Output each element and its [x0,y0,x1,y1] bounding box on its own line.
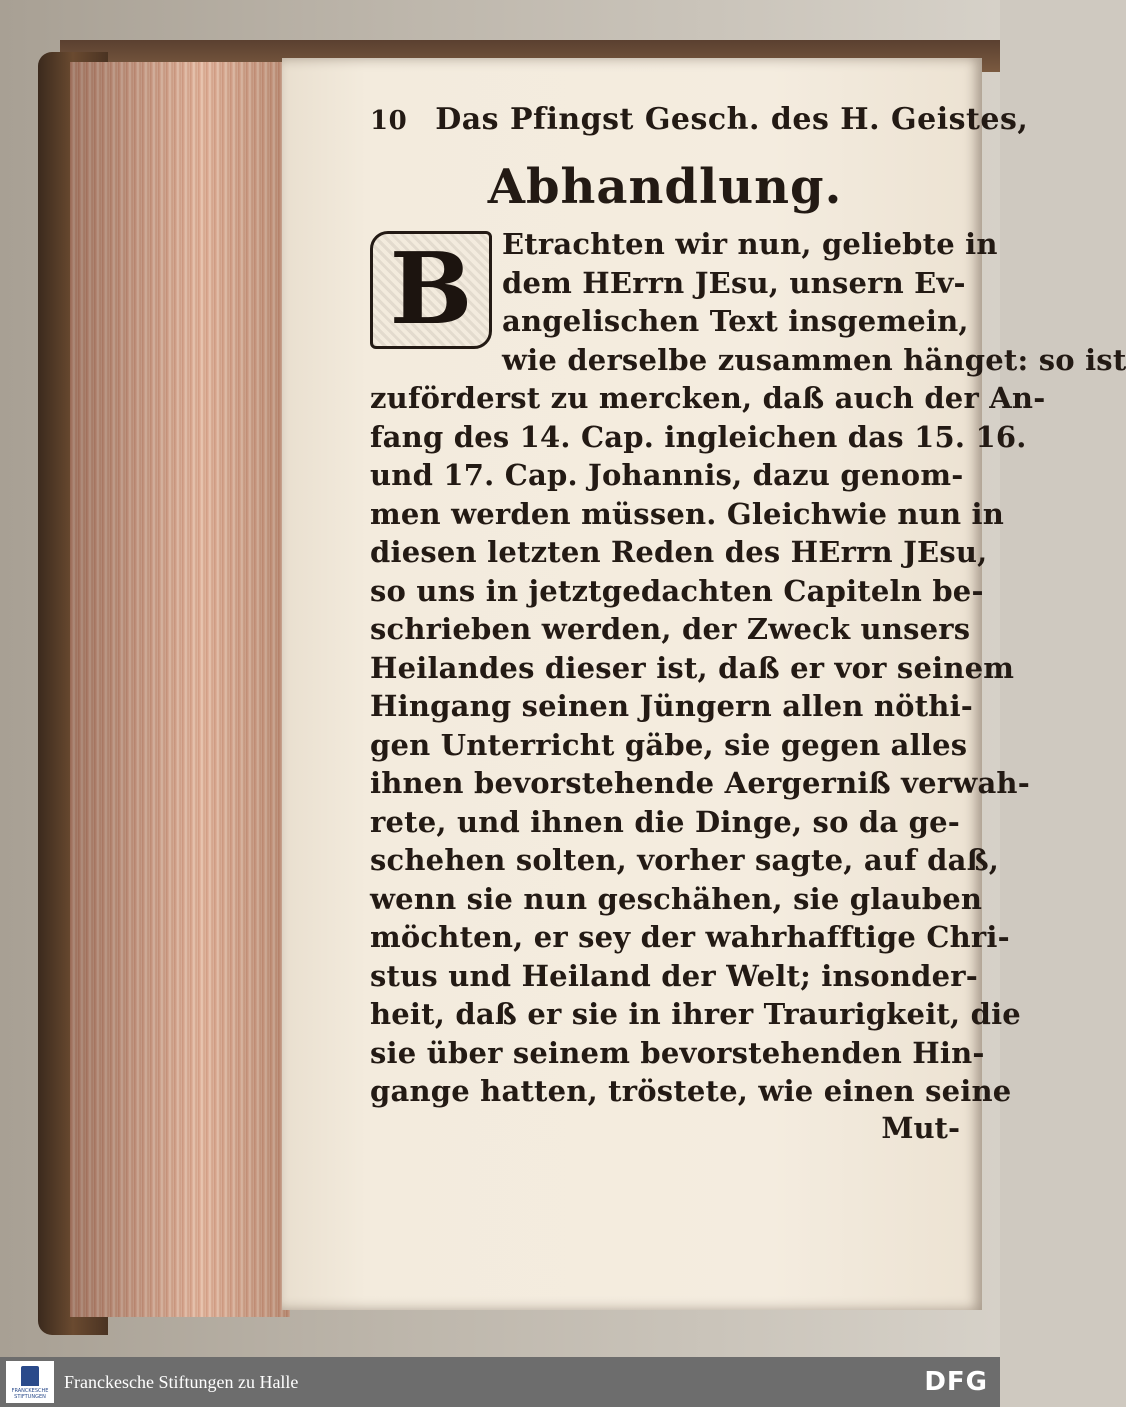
text-line: und 17. Cap. Johannis, dazu genom- [370,458,964,492]
decorated-initial: B [370,231,492,349]
text-line: schrieben werden, der Zweck unsers [370,612,971,646]
viewer-footer [0,1357,1000,1407]
dfg-logo[interactable]: DFG [924,1367,988,1397]
body-text [370,225,1126,1145]
text-line: Etrachten wir nun, geliebte in [502,227,998,261]
text-line: wie derselbe zusammen hänget: so ist [502,342,1126,377]
text-line: so uns in jetztgedachten Capiteln be- [370,573,984,608]
text-line: heit, daß er sie in ihrer Traurigkeit, die [370,997,1021,1031]
text-line: fang des 14. Cap. ingleichen das 15. 16. [370,419,1027,454]
logo-text: FRANCKESCHE STIFTUNGEN [11,1388,49,1400]
book-page [282,58,1126,1310]
text-line: angelischen Text insgemein, [502,304,969,338]
running-head: Das Pfingst Gesch. des H. Geistes, [435,102,1029,137]
page-number: 10 [370,106,408,136]
section-title: Abhandlung. [487,159,843,215]
text-line: sie über seinem bevorstehenden Hin- [370,1035,985,1070]
text-line: zuförderst zu mercken, daß auch der An- [370,381,1046,415]
text-line: gen Unterricht gäbe, sie gegen alles [370,727,968,762]
text-line: wenn sie nun geschähen, sie glauben [370,881,983,916]
page-header [370,102,1029,137]
institution-logo[interactable] [6,1361,54,1403]
text-line: Hingang seinen Jüngern allen nöthi- [370,689,974,723]
text-line: schehen solten, vorher sagte, auf daß, [370,843,1000,877]
text-line: men werden müssen. Gleichwie nun in [370,496,1005,531]
text-line: diesen letzten Reden des HErrn JEsu, [370,535,988,569]
catchword: Mut- [881,1110,960,1145]
page-content [370,102,1126,1145]
text-line: möchten, er sey der wahrhafftige Chri- [370,920,1010,954]
text-line: stus und Heiland der Welt; insonder- [370,958,978,993]
text-line: dem HErrn JEsu, unsern Ev- [502,265,966,300]
institution-link[interactable]: Franckesche Stiftungen zu Halle [64,1371,299,1392]
text-line: rete, und ihnen die Dinge, so da ge- [370,804,961,839]
text-line: Heilandes dieser ist, daß er vor seinem [370,650,1015,685]
building-icon [21,1366,39,1386]
text-line: ihnen bevorstehende Aergerniß verwah- [370,766,1030,800]
text-line: gange hatten, tröstete, wie einen seine [370,1074,1012,1108]
